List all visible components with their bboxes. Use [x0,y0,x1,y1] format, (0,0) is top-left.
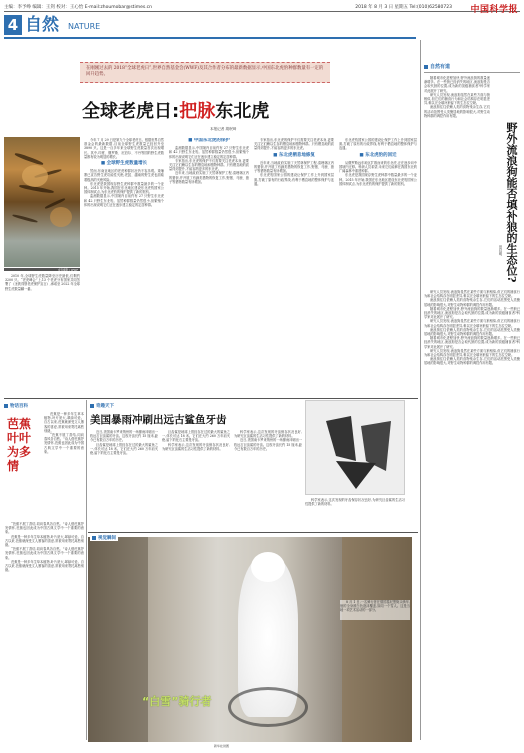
article-intro: 在刚刚过去的 2018“全球老虎日”,世界自然基金会(WWF)及其合作者分布的最新数据显示,中国东北虎豹种群数量有一定的回升趋势。 [80,62,330,83]
newspaper-logo: 中国科学报 [470,5,518,15]
side-article-continued [424,290,520,740]
paragraph: 东北虎是我国现存野生虎种群中数量最多的一个亚种。2015 年开始,我国在东北地区建设东北虎豹国家公园体制试点,为东北虎豹的保护提供了新的契机。 [339,173,417,186]
side-column-name: 自然有道 [424,63,450,70]
paragraph: 今年 7 月 29 日是第九个全球老虎日。根据世界自然基金会的最新数据,目前全球野生虎数量已经回升至 3890 只。这是一百多年来全球野生虎数量首次出现增长。其中,印度、俄罗斯、尼泊尔、不丹等国的野生虎数量都有较为明显的增长。 [84,138,164,159]
paragraph: 研究人员发现,流浪狗虽然在某些方面与狼相似,但它们的捕食行为和社会结构存在明显差异,难以完全填补狼留下的生态位空缺。 [424,92,490,106]
banana-text [5,522,84,740]
banana-column-name: 物话百科 [4,403,28,409]
paragraph: 东北虎豹国家公园的建设让保护工作上升到国家层面,打破了原有的行政界线,有利于栖息地的整体保护与连通。 [339,138,417,151]
paragraph: 专家指出,东北虎的保护不仅需要关注老虎本身,更要关注它们赖以生存的栖息地和猎物种群。只有栖息地的质量得到提升,才能容纳更多的东北虎。 [169,158,249,172]
paragraph: 近年来,当地政府实施了天然林保护工程,清理林区内的猎套,并开展了有蹄类猎物的恢复工作,野猪、马鹿、狍子等猎物数量有所增加。 [254,160,334,174]
paragraph: 科学家表示,这次发现的牙齿保存状况良好,为研究巨齿鲨的生活习性提供了新的材料。 [234,430,302,439]
paragraph: 流浪狗往往依赖人类的食物残余生存,它们的活动范围受人类聚居地的影响很大,对野生动物种群的调控作用有限。 [424,105,490,118]
section-divider [4,398,418,399]
paragraph: 巨齿鲨是地球上曾经存在过的最大的鲨鱼之一,体长可达 18 米。它们在大约 260 万年前灭绝,留下的化石主要是牙齿。 [162,430,230,443]
masthead-editors: 主编：李予峥 编辑：王剑 校对：王心怡 E-mail:zhoumobar@stimes.cn [4,5,152,10]
main-headline [82,97,269,123]
paragraph: 芭蕉是一种多年生草本植物,叶片宽大,翠绿可爱。自古以来,芭蕉就深受文人墨客的喜爱,常被用来寄托离愁别绪。 [44,412,84,433]
paragraph: 从俄罗斯远东地区扩散而来的东北虎,正在逐步向中国境内迁移。科研人员希望,未来它们能够在我国东北的广阔森林中重建种群。 [339,160,417,174]
shark-text-1 [90,430,158,530]
shark-text-2 [162,430,230,530]
paragraph: 2010 年,全球野生虎数量降至历史最低,仅剩约 3200 只。“老虎峰会”上,13 个老虎分布国家共同签署了《圣彼得堡老虎保护宣言》,承诺至 2022 年全球野生虎数量翻一番。 [5,274,80,291]
article-column-4 [254,138,334,396]
paragraph: 近年来,当地政府实施了天然林保护工程,清理林区内的猎套,并开展了有蹄类猎物的恢复工作,野猪、马鹿、狍子等猎物数量有所增加。 [169,171,249,184]
section-rule [4,37,416,39]
byline: 本报记者 胡珉琦 [210,127,237,131]
banana-text-top [44,412,84,520]
column-divider [86,400,87,740]
paragraph: 然而,东南亚地区的老虎种群状况仍不容乐观。柬埔寨已宣告野生虎功能性灭绝,老挝、越南的野生虎也面临着极高的灭绝风险。 [84,169,164,182]
masthead [4,3,520,12]
paragraph: 近日,美国南卡罗来纳州的一场暴雨冲刷出一枚远古巨齿鲨的牙齿。这枚牙齿长约 15 厘米,距今已有数百万年的历史。 [90,430,158,443]
paragraph: 近日,美国南卡罗来纳州的一场暴雨冲刷出一枚远古巨齿鲨的牙齿。这枚牙齿长约 15 厘米,距今已有数百万年的历史。 [234,438,302,451]
paragraph: 研究人员发现,流浪狗虽然在某些方面与狼相似,但它们的捕食行为和社会结构存在明显差异,难以完全填补狼留下的生态位空缺。 [424,290,520,299]
paragraph: 专家指出,东北虎的保护不仅需要关注老虎本身,更要关注它们赖以生存的栖息地和猎物种群。只有栖息地的质量得到提升,才能容纳更多的东北虎。 [254,138,334,151]
paragraph: “芭蕉不展丁香结,同向春风各自愁。”诗人借芭蕉抒发情怀,芭蕉也因此成为中国古典文学中一个重要的意象。 [5,547,84,560]
subhead-path: ■ 东北虎豹的回迁 [359,152,397,158]
paragraph: “芭蕉不展丁香结,同向春风各自愁。”诗人借芭蕉抒发情怀,芭蕉也因此成为中国古典文学中一个重要的意象。 [5,522,84,535]
side-author: 田启明 [499,245,503,256]
paragraph: 芭蕉是一种多年生草本植物,叶片宽大,翠绿可爱。自古以来,芭蕉就深受文人墨客的喜爱,常被用来寄托离愁别绪。 [5,559,84,573]
paragraph: 流浪狗往往依赖人类的食物残余生存,它们的活动范围受人类聚居地的影响很大,对野生动物种群的调控作用有限。 [424,298,520,307]
section-title: 自然 [25,15,59,35]
shark-caption [305,498,405,530]
subhead-protect: ■ 中国东北虎的保护 [188,138,230,143]
headline-part1: 全球老虎日: [82,101,180,122]
paragraph: 科学家表示,这次发现的牙齿保存状况良好,为研究巨齿鲨的生活习性提供了新的材料。 [162,442,230,451]
divider [424,72,520,73]
paragraph: 东北虎豹国家公园的建设让保护工作上升到国家层面,打破了原有的行政界线,有利于栖息地的整体保护与连通。 [254,173,334,186]
shark-text-3 [234,430,302,530]
paragraph: 芭蕉是一种多年生草本植物,叶片宽大,翠绿可爱。自古以来,芭蕉就深受文人墨客的喜爱,常被用来寄托离愁别绪。 [5,534,84,548]
paragraph: 监测数据显示,中国境内目前约有 27 只野生东北虎和 42 只野生东北豹。虽然种群数量仍然很小,但繁殖个体的出现说明它们正在逐步建立稳定的定居种群。 [84,194,164,207]
paragraph: 研究人员发现,流浪狗虽然在某些方面与狼相似,但它们的捕食行为和社会结构存在明显差异,难以完全填补狼留下的生态位空缺。 [424,319,520,328]
paragraph: 8 月 1 日,一名骑行者在德国慕尼黑街头骑车,他的全身被白色泡沫覆盖,如同一个雪人。这是当地一项艺术活动的一部分。 [340,600,410,613]
article-text [5,274,80,396]
shark-tooth-photo [305,400,405,495]
paragraph: 流浪狗往往依赖人类的食物残余生存,它们的活动范围受人类聚居地的影响很大,对野生动物种群的调控作用有限。 [424,327,520,337]
tiger-photo [4,137,80,267]
snow-rider-photo [88,537,412,742]
headline-part3: 东北虎 [215,101,270,122]
paragraph: 东北虎是我国现存野生虎种群中数量最多的一个亚种。2015 年开始,我国在东北地区建设东北虎豹国家公园体制试点,为东北虎豹的保护提供了新的契机。 [84,181,164,195]
tiger-photo-caption: 虎年摄影 / WWF [4,268,80,271]
section-number: 4 [4,15,22,35]
paragraph: 随着城市化进程加快,野外流浪狗的数量逐渐增多。在一些狼已经消失的地区,流浪狗是否会取代狼的位置,成为新的顶级捕食者?科学家对此展开了研究。 [424,336,520,349]
paragraph: 随着城市化进程加快,野外流浪狗的数量逐渐增多。在一些狼已经消失的地区,流浪狗是否会取代狼的位置,成为新的顶级捕食者?科学家对此展开了研究。 [424,76,490,93]
shark-tooth-icon [306,401,406,496]
paragraph: 科学家表示,这次发现的牙齿保存状况良好,为研究巨齿鲨的生活习性提供了新的材料。 [305,498,405,507]
shark-column-name: 奇趣天下 [90,403,114,409]
subhead-global: ■ 全球野生虎数量增长 [100,161,148,167]
snow-caption-text [340,600,410,620]
subhead-habitat: ■ 东北虎栖息地修复 [273,152,315,158]
headline-part2: 把脉 [179,101,216,122]
article-column-2 [84,138,164,396]
side-article-text [424,76,490,286]
paragraph: 巨齿鲨是地球上曾经存在过的最大的鲨鱼之一,体长可达 18 米。它们在大约 260 万年前灭绝,留下的化石主要是牙齿。 [90,442,158,456]
paragraph: “芭蕉不展丁香结,同向春风各自愁。”诗人借芭蕉抒发情怀,芭蕉也因此成为中国古典文学中一个重要的意象。 [44,433,84,454]
column-divider [420,40,421,740]
paragraph: 随着城市化进程加快,野外流浪狗的数量逐渐增多。在一些狼已经消失的地区,流浪狗是否会取代狼的位置,成为新的顶级捕食者?科学家对此展开了研究。 [424,306,520,320]
banana-headline: 芭蕉叶叶为多情 [7,417,32,473]
article-column-5 [339,138,417,396]
snow-banner: “白雪”骑行者 [142,695,212,708]
section-english: NATURE [68,22,101,31]
divider [88,532,418,533]
snow-caption: 新华社供图 [214,744,230,748]
paragraph: 流浪狗往往依赖人类的食物残余生存,它们的活动范围受人类聚居地的影响很大,对野生动物种群的调控作用有限。 [424,357,520,366]
side-headline: 野外流浪狗能否填补狼的生态位? [505,122,518,283]
paragraph: 研究人员发现,流浪狗虽然在某些方面与狼相似,但它们的捕食行为和社会结构存在明显差异,难以完全填补狼留下的生态位空缺。 [424,348,520,358]
masthead-date: 2018 年 8 月 3 日 星期五 Tel:(010)62580723 [355,5,452,10]
shark-headline: 美国暴雨冲刷出远古鲨鱼牙齿 [90,414,227,426]
paragraph: 监测数据显示,中国境内目前约有 27 只野生东北虎和 42 只野生东北豹。虽然种群数量仍然很小,但繁殖个体的出现说明它们正在逐步建立稳定的定居种群。 [169,146,249,159]
article-column-3 [169,138,249,396]
snow-column-name: 视觉瞬间 [90,535,118,541]
